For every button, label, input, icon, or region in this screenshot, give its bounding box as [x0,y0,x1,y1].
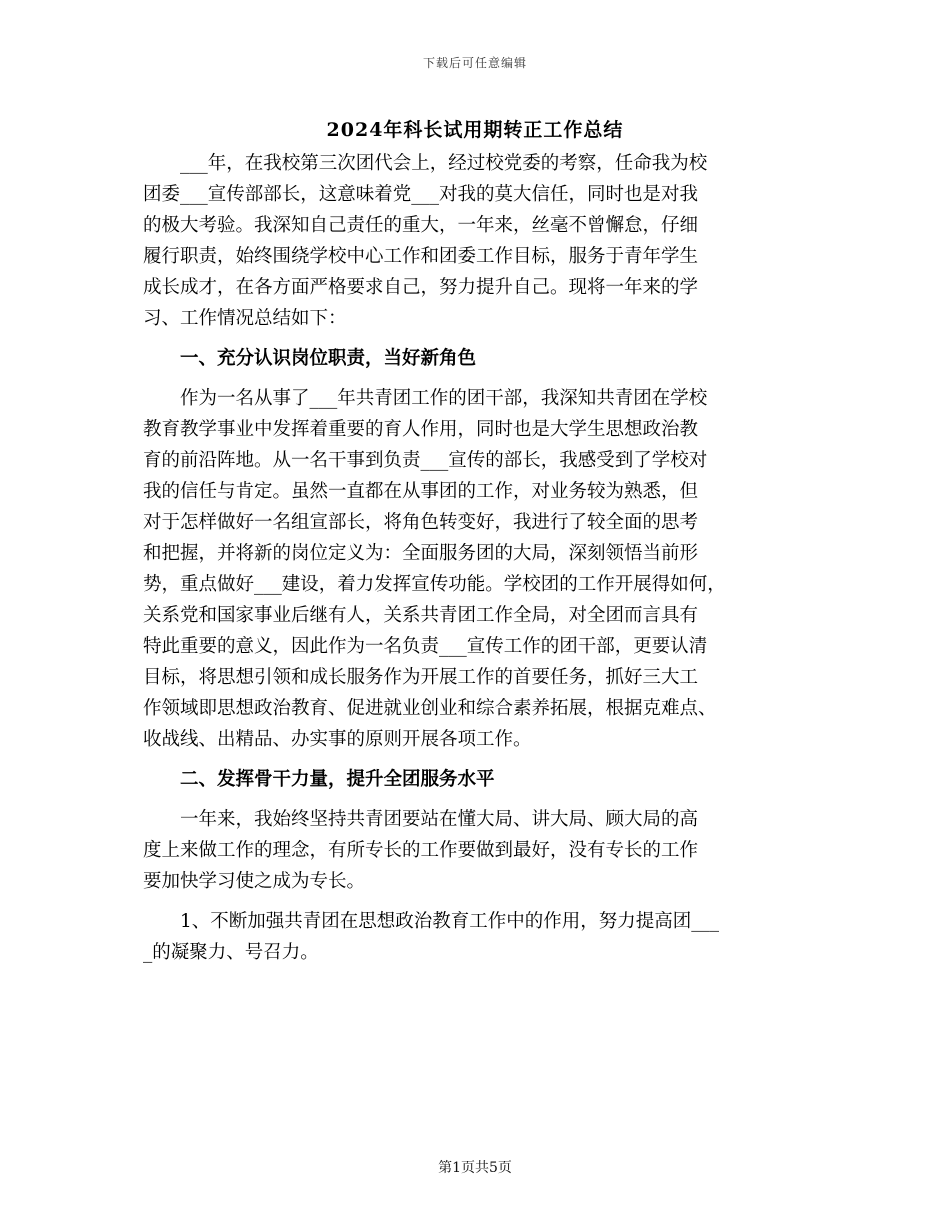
paragraph-line: 目标，将思想引领和成长服务作为开展工作的首要任务，抓好三大工 [143,667,699,688]
paragraph-line: 我的信任与肯定。虽然一直都在从事团的工作，对业务较为熟悉，但 [143,481,699,502]
section-heading: 二、发挥骨干力量，提升全团服务水平 [143,769,495,790]
paragraph-line: 度上来做工作的理念，有所专长的工作要做到最好，没有专长的工作 [143,840,699,861]
paragraph-line: 收战线、出精品、办实事的原则开展各项工作。 [143,729,532,750]
paragraph-line: 势，重点做好___建设，着力发挥宣传功能。学校团的工作开展得如何， [143,574,726,595]
paragraph-line: 和把握，并将新的岗位定义为：全面服务团的大局，深刻领悟当前形 [143,543,699,564]
document-title: 2024年科长试用期转正工作总结 [326,119,624,141]
paragraph-line: 作领域即思想政治教育、促进就业创业和综合素养拓展，根据克难点、 [143,698,717,719]
paragraph-line: 一年来，我始终坚持共青团要站在懂大局、讲大局、顾大局的高 [143,809,699,830]
section-heading: 一、充分认识岗位职责，当好新角色 [143,348,477,369]
paragraph-line: 关系党和国家事业后继有人，关系共青团工作全局，对全团而言具有 [143,605,699,626]
paragraph-line: 要加快学习使之成为专长。 [143,871,366,892]
paragraph-line: 团委___宣传部部长，这意味着党___对我的莫大信任，同时也是对我 [143,184,699,205]
paragraph-line: 对于怎样做好一名组宣部长，将角色转变好，我进行了较全面的思考 [143,512,699,533]
paragraph-line: 履行职责，始终围绕学校中心工作和团委工作目标，服务于青年学生 [143,246,699,267]
header-note: 下载后可任意编辑 [422,56,527,70]
paragraph-line: 的极大考验。我深知自己责任的重大，一年来，丝毫不曾懈怠，仔细 [143,215,699,236]
paragraph-line: 1、不断加强共青团在思想政治教育工作中的作用，努力提高团___ [143,911,720,932]
paragraph-line: 特此重要的意义，因此作为一名负责___宣传工作的团干部，更要认清 [143,636,708,657]
paragraph-line: ___年，在我校第三次团代会上，经过校党委的考察，任命我为校 [143,153,708,174]
paragraph-line: 作为一名从事了___年共青团工作的团干部，我深知共青团在学校 [143,388,708,409]
paragraph-line: 习、工作情况总结如下： [143,308,347,329]
paragraph-line: 成长成才，在各方面严格要求自己，努力提升自己。现将一年来的学 [143,277,699,298]
page-number: 第1页共5页 [438,1160,512,1176]
paragraph-line: 教育教学事业中发挥着重要的育人作用，同时也是大学生思想政治教 [143,419,699,440]
paragraph-line: 育的前沿阵地。从一名干事到负责___宣传的部长，我感受到了学校对 [143,450,708,471]
paragraph-line: _的凝聚力、号召力。 [143,942,319,963]
document-body [143,148,823,968]
